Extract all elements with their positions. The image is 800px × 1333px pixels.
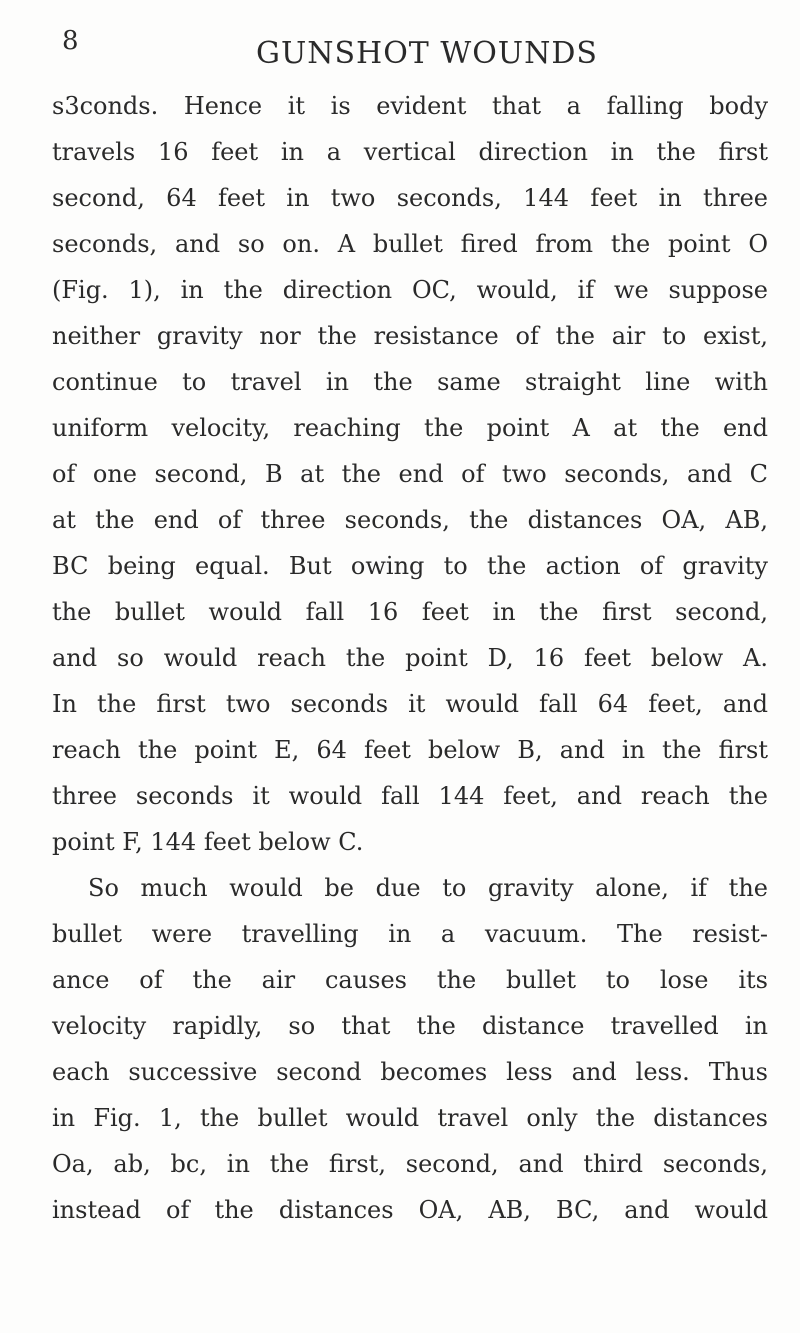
text-line: reach the point E, 64 feet below B, and in the first [52,736,768,764]
text-line: instead of the distances OA, AB, BC, and would [52,1196,768,1224]
text-line: second, 64 feet in two seconds, 144 feet in three [52,184,768,212]
text-line: uniform velocity, reaching the point A at the end [52,414,768,442]
text-line: three seconds it would fall 144 feet, and reach the [52,782,768,810]
text-line: BC being equal. But owing to the action of gravity [52,552,768,580]
text-line: point F, 144 feet below C. [52,828,364,856]
text-line: Oa, ab, bc, in the first, second, and third seconds, [52,1150,768,1178]
text-line: bullet were travelling in a vacuum. The resist- [52,920,768,948]
text-line: seconds, and so on. A bullet fired from the point O [52,230,768,258]
text-line: continue to travel in the same straight line with [52,368,768,396]
text-line: the bullet would fall 16 feet in the first second, [52,598,768,626]
text-line: velocity rapidly, so that the distance travelled in [52,1012,768,1040]
text-line: in Fig. 1, the bullet would travel only the distances [52,1104,768,1132]
text-line: each successive second becomes less and less. Thus [52,1058,768,1086]
text-line: at the end of three seconds, the distances OA, AB, [52,506,768,534]
text-line: of one second, B at the end of two seconds, and C [52,460,768,488]
text-line: neither gravity nor the resistance of the air to exist, [52,322,768,350]
text-line: In the first two seconds it would fall 64 feet, and [52,690,768,718]
text-line: (Fig. 1), in the direction OC, would, if we suppose [52,276,768,304]
running-head: GUNSHOT WOUNDS [256,36,598,71]
text-line: s3conds. Hence it is evident that a falling body [52,92,768,120]
text-line: ance of the air causes the bullet to lose its [52,966,768,994]
text-line: So much would be due to gravity alone, if the [88,874,768,902]
page-number: 8 [62,26,79,56]
text-line: travels 16 feet in a vertical direction in the first [52,138,768,166]
text-line: and so would reach the point D, 16 feet below A. [52,644,768,672]
